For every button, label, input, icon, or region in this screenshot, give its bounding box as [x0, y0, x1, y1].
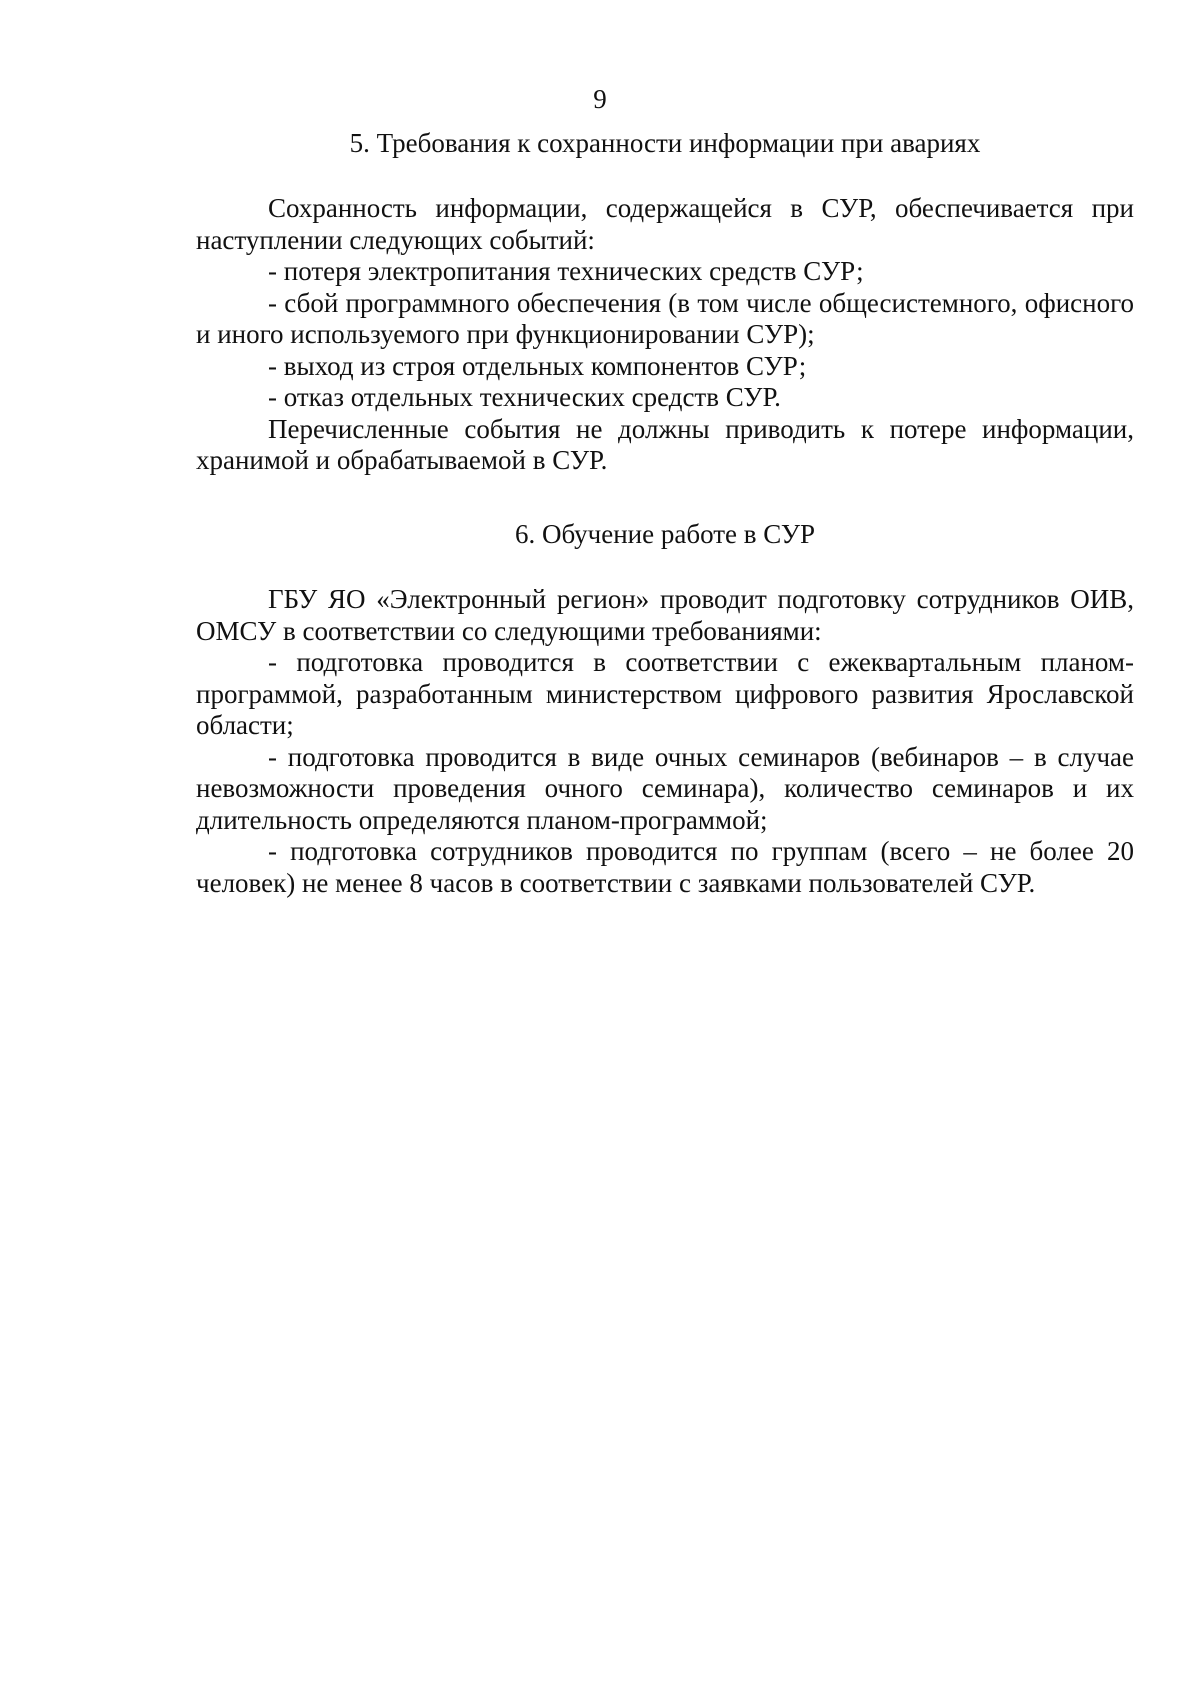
section-5-body	[196, 193, 1134, 477]
section-5-heading: 5. Требования к сохранности информации при авариях	[349, 128, 981, 158]
section-5-conclusion: Перечисленные события не должны приводить к потере информации, хранимой и обрабатываемой в СУР.	[196, 413, 1134, 475]
section-5-item: - отказ отдельных технических средств СУР.	[268, 382, 781, 412]
section-5-item: - выход из строя отдельных компонентов СУР;	[268, 350, 807, 381]
section-5-item: - сбой программного обеспечения (в том числе общесистемного, офисного и иного используемого при функционировании СУР);	[196, 287, 1134, 349]
page-number: 9	[593, 84, 607, 114]
section-6-heading: 6. Обучение работе в СУР	[514, 519, 816, 549]
section-6-body	[196, 584, 1134, 899]
section-6-item: - подготовка проводится в виде очных семинаров (вебинаров – в случае невозможности проведения очного семинара), количество семинаров и их длительность определяются планом-программой;	[196, 741, 1134, 835]
section-5-item: - потеря электропитания технических средств СУР;	[268, 256, 864, 286]
section-6-intro: ГБУ ЯО «Электронный регион» проводит подготовку сотрудников ОИВ, ОМСУ в соответствии со следующими требованиями:	[196, 584, 1134, 646]
section-6-item: - подготовка проводится в соответствии с ежеквартальным планом-программой, разработанным министерством цифрового развития Ярославской области;	[196, 647, 1134, 740]
section-5-intro: Сохранность информации, содержащейся в СУР, обеспечивается при наступлении следующих событий:	[196, 193, 1134, 255]
section-6-item: - подготовка сотрудников проводится по группам (всего – не более 20 человек) не менее 8 часов в соответствии с заявками пользователей СУР.	[196, 836, 1134, 898]
